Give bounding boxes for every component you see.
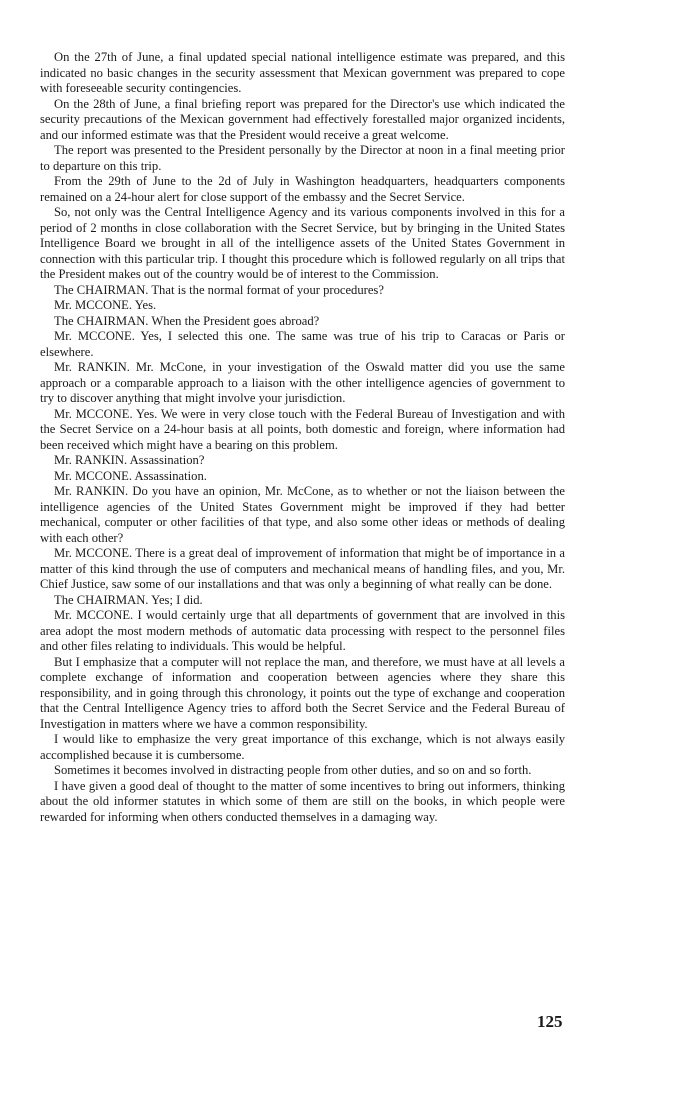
document-body <box>40 50 565 825</box>
paragraph: On the 28th of June, a final briefing report was prepared for the Director's use which indicated the security precautions of the Mexican government had effectively forestalled major organized incidents, and our informed estimate was that the President would receive a great welcome. <box>40 96 565 142</box>
paragraph: The CHAIRMAN. When the President goes abroad? <box>54 313 320 328</box>
paragraph: Sometimes it becomes involved in distracting people from other duties, and so on and so forth. <box>54 763 532 777</box>
paragraph: The CHAIRMAN. That is the normal format of your procedures? <box>54 282 384 297</box>
paragraph: Mr. RANKIN. Assassination? <box>54 453 205 467</box>
page-number: 125 <box>537 1012 563 1031</box>
paragraph: I have given a good deal of thought to the matter of some incentives to bring out informers, thinking about the old informer statutes in which some of them are still on the books, in which people were rewarded for informing when others conducted themselves in a damaging way. <box>40 778 565 824</box>
paragraph: Mr. MCCONE. Yes. <box>54 298 157 312</box>
paragraph: Mr. RANKIN. Mr. McCone, in your investigation of the Oswald matter did you use the same approach or a comparable approach to a liaison with the other intelligence agencies of government to try to discover anything that might involve your jurisdiction. <box>40 360 565 405</box>
paragraph: So, not only was the Central Intelligence Agency and its various components involved in this for a period of 2 months in close collaboration with the Secret Service, but by bringing in the United States Intelligence Board we brought in all of the intelligence assets of the United States Government in connection with this particular trip. I thought this procedure which is followed regularly on all trips that the President makes out of the country would be of interest to the Commission. <box>40 205 565 281</box>
paragraph: I would like to emphasize the very great importance of this exchange, which is not always easily accomplished because it is cumbersome. <box>40 732 565 762</box>
paragraph: The report was presented to the President personally by the Director at noon in a final meeting prior to departure on this trip. <box>40 143 565 173</box>
paragraph: Mr. MCCONE. Yes. We were in very close touch with the Federal Bureau of Investigation and with the Secret Service on a 24-hour basis at all points, both domestic and foreign, where information had been received which might have a bearing on this problem. <box>40 406 565 452</box>
paragraph: Mr. RANKIN. Do you have an opinion, Mr. McCone, as to whether or not the liaison between the intelligence agencies of the United States Government might be improved if they had better mechanical, computer or other facilities of that type, and also some other ideas or methods of dealing with each other? <box>40 484 565 545</box>
paragraph: Mr. MCCONE. Assassination. <box>54 468 207 483</box>
paragraph: From the 29th of June to the 2d of July in Washington headquarters, headquarters components remained on a 24-hour alert for close support of the embassy and the Secret Service. <box>40 174 565 204</box>
paragraph: Mr. MCCONE. There is a great deal of improvement of information that might be of importance in a matter of this kind through the use of computers and mechanical means of handling files, and you, Mr. Chief Justice, saw some of our installations and that was only a beginning of what really can be done. <box>40 546 565 591</box>
paragraph: Mr. MCCONE. I would certainly urge that all departments of government that are involved in this area adopt the most modern methods of automatic data processing with respect to the personnel files and other files relating to individuals. This would be helpful. <box>40 608 565 653</box>
paragraph: But I emphasize that a computer will not replace the man, and therefore, we must have at all levels a complete exchange of information and cooperation between agencies where they share this responsibility, and in going through this chronology, it points out the type of exchange and cooperation that the Central Intelligence Agency tries to afford both the Secret Service and the Federal Bureau of Investigation in matters where we have a common responsibility. <box>40 654 565 731</box>
paragraph: The CHAIRMAN. Yes; I did. <box>54 592 203 607</box>
paragraph: On the 27th of June, a final updated special national intelligence estimate was prepared, and this indicated no basic changes in the security assessment that Mexican government was prepared to cope with foreseeable security contingencies. <box>40 50 565 95</box>
paragraph: Mr. MCCONE. Yes, I selected this one. The same was true of his trip to Caracas or Paris or elsewhere. <box>40 329 565 359</box>
